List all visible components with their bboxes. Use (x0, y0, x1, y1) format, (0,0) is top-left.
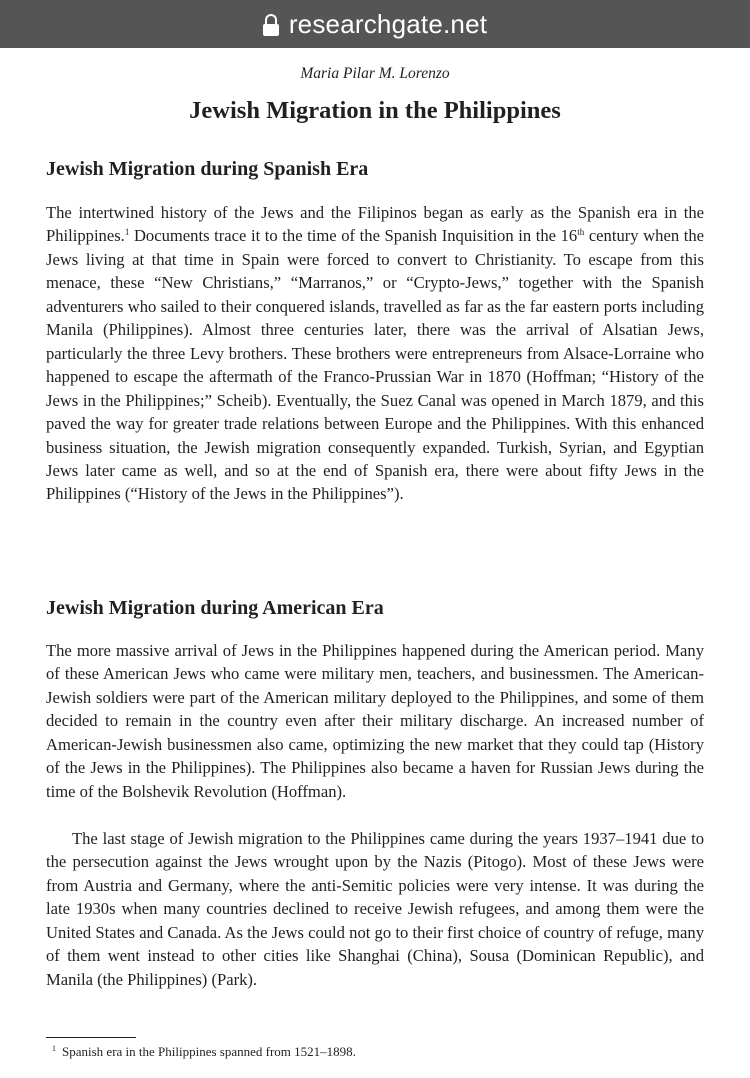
author-name: Maria Pilar M. Lorenzo (300, 65, 450, 82)
paragraph-american-era-2 (46, 827, 704, 991)
section-heading-american-era: Jewish Migration during American Era (46, 597, 384, 619)
section-heading-spanish-era: Jewish Migration during Spanish Era (46, 158, 369, 180)
paragraph-text: The last stage of Jewish migration to the Philippines came during the years 1937–1941 due to the persecution against the Jews wrought upon by the Nazis (Pitogo). Most of these Jews were from Austria and Germany, where the anti-Semitic policies were very intense. It was during the late 1930s when many countries declined to receive Jewish refugees, and among them were the United States and Canada. As the Jews could not go to their first choice of country of refuge, many of them went instead to other cities like Shanghai (China), Sousa (Dominican Republic), and Manila (the Philippines) (Park). (46, 829, 704, 989)
paragraph-text: century when the Jews living at that time in Spain were forced to convert to Christianity. To escape from this menace, these “New Christians,” “Marranos,” or “Crypto-Jews,” together with the Spanish adventurers who sailed to their conquered islands, travelled as far as the far eastern ports including Manila (Philippines). Almost three centuries later, there was the arrival of Alsatian Jews, particularly the three Levy brothers. These brothers were entrepreneurs from Alsace-Lorraine who happened to escape the aftermath of the Franco-Prussian War in 1870 (Hoffman; “History of the Jews in the Philippines;” Scheib). Eventually, the Suez Canal was opened in March 1879, and this paved the way for greater trade relations between Europe and the Philippines. With this enhanced business situation, the Jewish migration consequently expanded. Turkish, Syrian, and Egyptian Jews later came as well, and so at the end of Spanish era, there were about fifty Jews in the Philippines (“History of the Jews in the Philippines”). (46, 226, 704, 504)
paragraph-spanish-era (46, 201, 704, 506)
ordinal-superscript: th (577, 227, 585, 238)
lock-icon (263, 14, 279, 36)
url-text[interactable]: researchgate.net (288, 9, 488, 39)
footnote-1 (52, 1044, 356, 1060)
paragraph-text: Documents trace it to the time of the Spanish Inquisition in the 16 (129, 226, 578, 246)
document-title: Jewish Migration in the Philippines (189, 97, 561, 124)
paragraph-text: The intertwined history of the Jews and the Filipinos began as early as the Spanish era in the Philippines. (46, 203, 704, 246)
browser-address-bar[interactable] (0, 0, 750, 48)
footnote-reference[interactable]: 1 (124, 227, 130, 238)
footnote-divider (46, 1037, 136, 1038)
footnote-number: 1 (52, 1044, 56, 1053)
footnote-text: Spanish era in the Philippines spanned from 1521–1898. (62, 1044, 356, 1059)
paragraph-american-era-1: The more massive arrival of Jews in the Philippines happened during the American period. Many of these American Jews who came were military men, teachers, and businessmen. The American-Jewish soldiers were part of the American military deployed to the Philippines, and some of them decided to remain in the country even after their military discharge. An increased number of American-Jewish businessmen also came, optimizing the new market that they could tap (History of the Jews in the Philippines). The Philippines also became a haven for Russian Jews during the time of the Bolshevik Revolution (Hoffman). (46, 641, 704, 801)
